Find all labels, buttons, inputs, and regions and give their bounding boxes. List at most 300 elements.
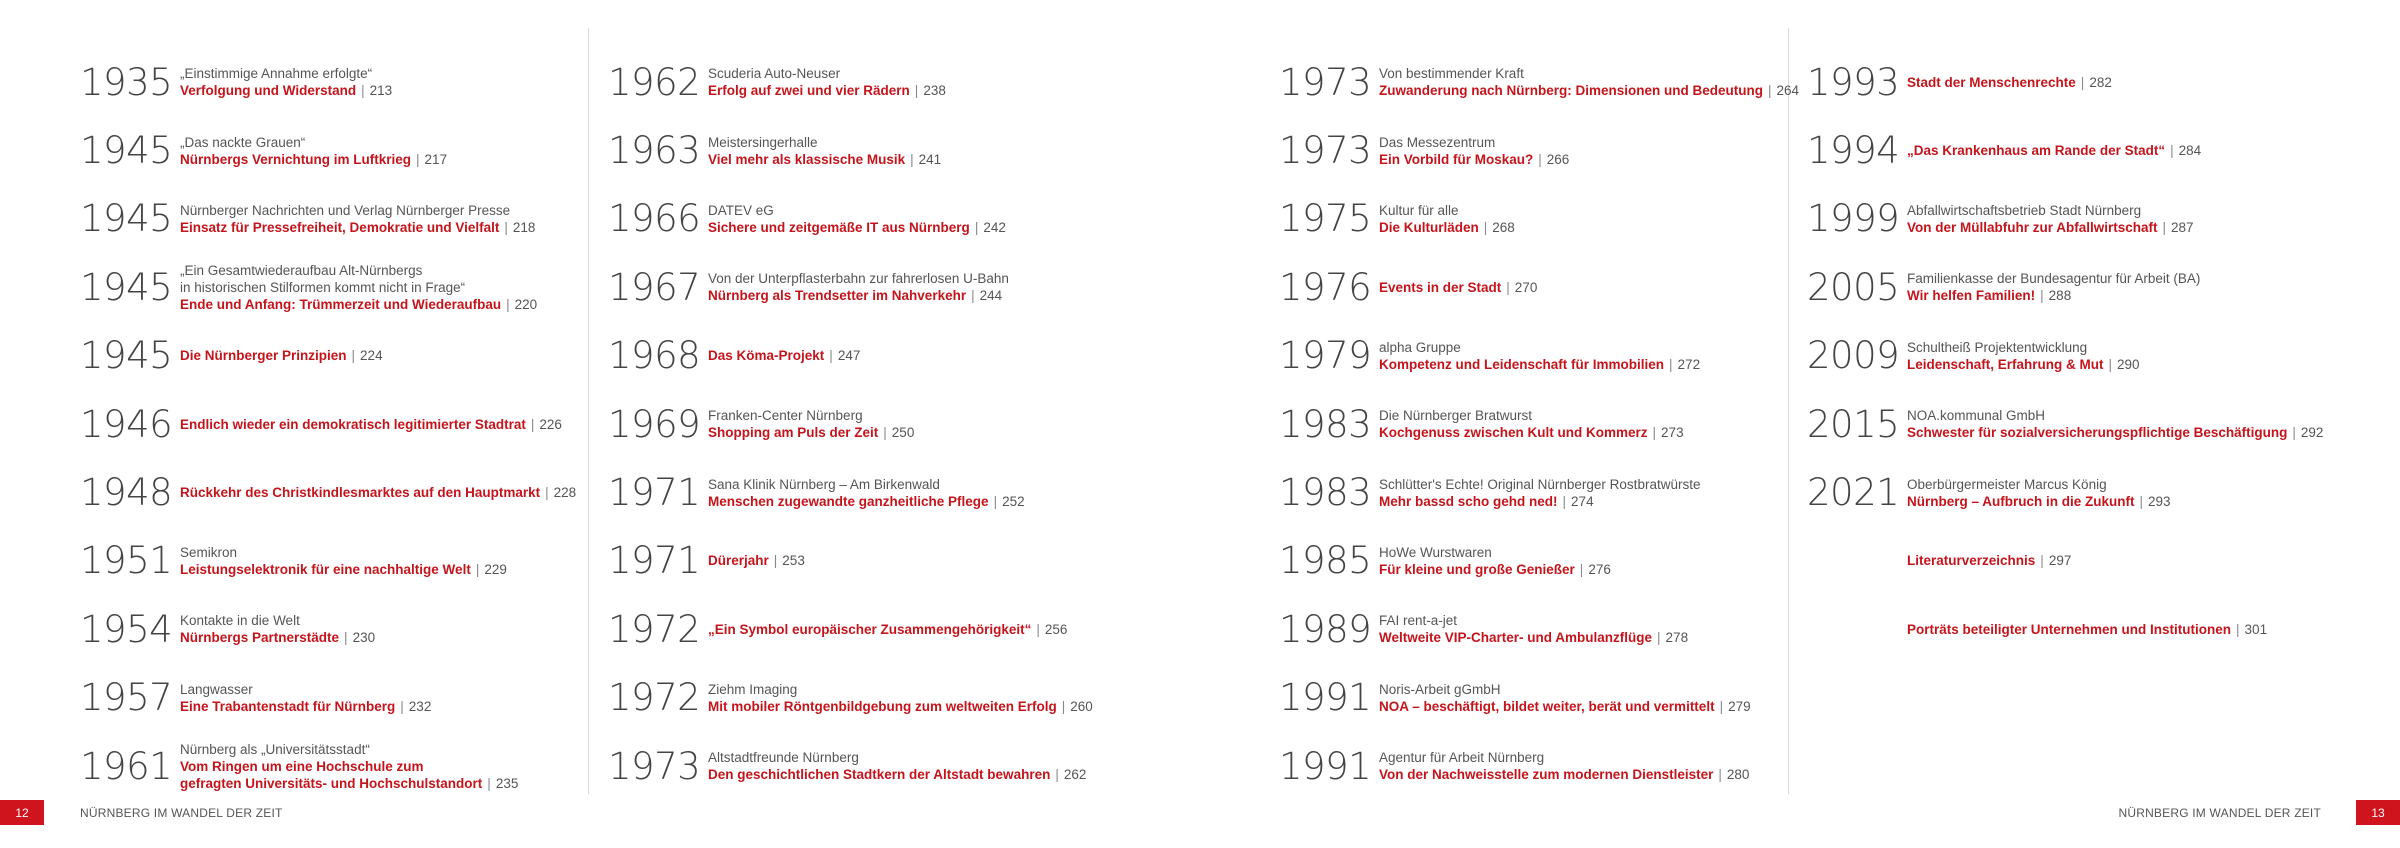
entry-title[interactable]: Events in der Stadt — [1379, 279, 1502, 295]
entry-year: 1985 — [1279, 539, 1372, 583]
entry-title-line — [1907, 356, 2140, 373]
toc-entry[interactable] — [80, 458, 576, 526]
entry-separator: | — [2040, 553, 2044, 569]
toc-entry[interactable] — [80, 732, 576, 800]
entry-title-line — [708, 424, 914, 441]
entry-page-number: 297 — [2048, 553, 2072, 569]
toc-entry[interactable] — [80, 664, 576, 732]
entry-year: 1983 — [1279, 471, 1372, 515]
toc-column-1 — [80, 48, 576, 800]
entry-subtitle: „Ein Gesamtwiederaufbau Alt-Nürnbergs in historischen Stilformen kommt nicht in Frage“ — [180, 262, 466, 295]
toc-entry[interactable] — [80, 116, 576, 184]
entry-page-number: 252 — [1002, 493, 1025, 509]
entry-year: 1954 — [80, 607, 173, 651]
toc-entry[interactable] — [1279, 390, 1799, 458]
entry-info — [180, 202, 535, 236]
entry-year: 1973 — [1279, 60, 1372, 104]
toc-entry[interactable] — [80, 527, 576, 595]
entry-title[interactable]: Ende und Anfang: Trümmerzeit und Wiederaufbau — [180, 296, 502, 312]
entry-title[interactable]: Nürnbergs Partnerstädte — [180, 630, 340, 646]
entry-page-number: 224 — [360, 348, 383, 364]
entry-title-line — [1379, 766, 1749, 783]
toc-entry[interactable] — [1807, 322, 2323, 390]
entry-title-line — [1907, 493, 2171, 510]
entry-year: 1989 — [1279, 607, 1372, 651]
entry-page-number: 274 — [1571, 493, 1594, 509]
entry-title[interactable]: Verfolgung und Widerstand — [180, 83, 357, 99]
entry-year: 2009 — [1807, 334, 1900, 378]
entry-separator: | — [2292, 425, 2296, 441]
entry-title[interactable]: Schwester für sozialversicherungspflichtige Beschäftigung — [1907, 425, 2288, 441]
entry-year: 1979 — [1279, 334, 1372, 378]
entry-title-line — [1907, 552, 2071, 569]
entry-year: 1993 — [1807, 60, 1900, 104]
entry-year: 1962 — [608, 60, 701, 104]
entry-title[interactable]: Die Kulturläden — [1379, 219, 1479, 235]
entry-info — [180, 262, 537, 313]
toc-entry[interactable] — [80, 185, 576, 253]
entry-subtitle: HoWe Wurstwaren — [1379, 544, 1492, 560]
entry-title-line — [180, 416, 562, 433]
toc-entry[interactable] — [1279, 595, 1799, 663]
entry-subtitle: Von bestimmender Kraft — [1379, 66, 1524, 82]
entry-title[interactable]: Einsatz für Pressefreiheit, Demokratie und Vielfalt — [180, 219, 500, 235]
entry-info — [708, 347, 860, 364]
entry-info — [180, 681, 431, 715]
entry-separator: | — [1719, 698, 1724, 714]
entry-title-line — [1379, 219, 1515, 236]
toc-column-3 — [1279, 48, 1799, 800]
entry-info — [708, 621, 1067, 638]
entry-info — [180, 741, 518, 792]
entry-title-line — [1379, 493, 1700, 510]
entry-title[interactable]: Nürnbergs Vernichtung im Luftkrieg — [180, 151, 412, 167]
entry-year: 1991 — [1279, 744, 1372, 788]
entry-separator: | — [829, 348, 833, 364]
entry-info — [1379, 681, 1751, 715]
entry-info — [1907, 142, 2201, 159]
entry-title[interactable]: Stadt der Menschenrechte — [1907, 74, 2076, 90]
entry-separator: | — [1657, 630, 1661, 646]
entry-info — [1907, 476, 2171, 510]
entry-title-line — [1379, 82, 1799, 99]
entry-separator: | — [1579, 561, 1584, 577]
entry-subtitle: „Das nackte Grauen“ — [180, 134, 306, 150]
entry-separator: | — [344, 630, 348, 646]
entry-title[interactable]: Porträts beteiligter Unternehmen und Institutionen — [1907, 621, 2232, 637]
entry-separator: | — [1669, 356, 1673, 372]
entry-title[interactable]: Leistungselektronik für eine nachhaltige Welt — [180, 561, 471, 577]
entry-title[interactable]: Vom Ringen um eine Hochschule zum gefragten Universitäts- und Hochschulstandort — [180, 758, 483, 791]
entry-year: 1972 — [608, 607, 701, 651]
entry-year: 1945 — [80, 265, 173, 309]
toc-entry[interactable] — [1279, 48, 1799, 116]
entry-title[interactable]: Kochgenuss zwischen Kult und Kommerz — [1379, 425, 1648, 441]
entry-title-line — [1907, 219, 2194, 236]
entry-title[interactable]: Für kleine und große Genießer — [1379, 561, 1575, 577]
entry-info — [1379, 65, 1799, 99]
entry-title[interactable]: Ein Vorbild für Moskau? — [1379, 151, 1534, 167]
entry-separator: | — [1652, 425, 1657, 441]
entry-separator: | — [974, 219, 979, 235]
entry-separator: | — [883, 425, 887, 441]
toc-entry[interactable] — [1807, 458, 2323, 526]
toc-entry[interactable] — [608, 253, 1093, 321]
entry-title[interactable]: Shopping am Puls der Zeit — [708, 425, 879, 441]
entry-subtitle: Oberbürgermeister Marcus König — [1907, 476, 2107, 492]
entry-year: 1983 — [1279, 402, 1372, 446]
entry-title-line — [1379, 279, 1537, 296]
entry-page-number: 262 — [1063, 767, 1087, 783]
entry-subtitle: Abfallwirtschaftsbetrieb Stadt Nürnberg — [1907, 202, 2142, 218]
entry-title[interactable]: „Ein Symbol europäischer Zusammengehörigkeit“ — [708, 621, 1032, 637]
entry-separator: | — [400, 698, 404, 714]
entry-separator: | — [1055, 767, 1059, 783]
entry-year: 1951 — [80, 539, 173, 583]
toc-entry[interactable] — [608, 732, 1093, 800]
toc-entry[interactable] — [608, 458, 1093, 526]
entry-title-line — [180, 219, 535, 236]
entry-year: 1968 — [608, 334, 701, 378]
column-divider-left — [588, 28, 589, 794]
entry-title[interactable]: Das Köma-Projekt — [708, 348, 825, 364]
entry-page-number: 273 — [1661, 425, 1684, 441]
entry-title-line — [708, 493, 1025, 510]
entry-page-number: 278 — [1665, 630, 1689, 646]
entry-info — [180, 416, 562, 433]
entry-page-number: 242 — [983, 219, 1006, 235]
entry-title[interactable]: NOA – beschäftigt, bildet weiter, berät und vermittelt — [1379, 698, 1715, 714]
toc-entry[interactable] — [608, 390, 1093, 458]
entry-subtitle: Semikron — [180, 544, 238, 560]
entry-title-line — [708, 347, 860, 364]
entry-year: 2005 — [1807, 265, 1900, 309]
toc-entry[interactable] — [1807, 527, 2323, 595]
entry-separator: | — [1718, 767, 1722, 783]
toc-entry[interactable] — [80, 48, 576, 116]
entry-separator: | — [506, 296, 510, 312]
entry-subtitle: Sana Klinik Nürnberg – Am Birkenwald — [708, 476, 940, 492]
toc-entry[interactable] — [1807, 116, 2323, 184]
entry-subtitle: Langwasser — [180, 681, 253, 697]
entry-page-number: 253 — [782, 553, 805, 569]
entry-subtitle: Agentur für Arbeit Nürnberg — [1379, 750, 1545, 766]
toc-entry[interactable] — [608, 527, 1093, 595]
toc-entry[interactable] — [1279, 458, 1799, 526]
entry-separator: | — [2040, 288, 2044, 304]
entry-year: 1991 — [1279, 676, 1372, 720]
entry-info — [180, 612, 375, 646]
entry-year: 1994 — [1807, 129, 1900, 173]
entry-separator: | — [2162, 219, 2167, 235]
entry-page-number: 241 — [918, 151, 942, 167]
entry-year: 1999 — [1807, 197, 1900, 241]
toc-column-4 — [1807, 48, 2323, 664]
entry-title-line — [180, 758, 518, 792]
entry-subtitle: Altstadtfreunde Nürnberg — [708, 750, 859, 766]
entry-page-number: 287 — [2171, 219, 2194, 235]
entry-info — [708, 749, 1086, 783]
entry-page-number: 280 — [1726, 767, 1750, 783]
entry-title-line — [180, 484, 576, 501]
entry-info — [1379, 134, 1569, 168]
entry-separator: | — [2108, 356, 2113, 372]
entry-title[interactable]: Von der Nachweisstelle zum modernen Dienstleister — [1379, 767, 1714, 783]
entry-separator: | — [2080, 74, 2085, 90]
entry-title[interactable]: Mehr bassd scho gehd ned! — [1379, 493, 1558, 509]
entry-page-number: 266 — [1546, 151, 1570, 167]
entry-page-number: 250 — [891, 425, 915, 441]
entry-title-line — [1907, 424, 2323, 441]
entry-page-number: 276 — [1588, 561, 1611, 577]
entry-title[interactable]: Mit mobiler Röntgenbildgebung zum weltweiten Erfolg — [708, 698, 1057, 714]
entry-page-number: 256 — [1044, 621, 1068, 637]
toc-entry[interactable] — [1279, 185, 1799, 253]
entry-page-number: 232 — [408, 698, 432, 714]
entry-year: 1972 — [608, 676, 701, 720]
entry-title-line — [180, 296, 537, 313]
entry-separator: | — [351, 348, 356, 364]
entry-subtitle: Kultur für alle — [1379, 202, 1459, 218]
entry-separator: | — [2170, 143, 2174, 159]
entry-year: 1935 — [80, 60, 173, 104]
running-footer-left: NÜRNBERG IM WANDEL DER ZEIT — [80, 806, 283, 820]
entry-title-line — [708, 621, 1067, 638]
toc-entry[interactable] — [608, 48, 1093, 116]
entry-separator: | — [2236, 621, 2240, 637]
entry-info — [708, 65, 946, 99]
running-footer-right: NÜRNBERG IM WANDEL DER ZEIT — [2118, 806, 2321, 820]
entry-year: 1966 — [608, 197, 701, 241]
entry-title[interactable]: Den geschichtlichen Stadtkern der Altstadt bewahren — [708, 767, 1051, 783]
entry-subtitle: alpha Gruppe — [1379, 339, 1461, 355]
entry-page-number: 213 — [369, 83, 393, 99]
entry-separator: | — [1061, 698, 1066, 714]
entry-year: 1973 — [1279, 129, 1372, 173]
entry-info — [1379, 476, 1700, 510]
entry-subtitle: Nürnberg als „Universitätsstadt“ — [180, 741, 370, 757]
entry-page-number: 288 — [2048, 288, 2072, 304]
page-number-left: 12 — [0, 800, 44, 825]
entry-title-line — [1907, 621, 2267, 638]
entry-separator: | — [1506, 279, 1510, 295]
entry-title-line — [708, 219, 1006, 236]
entry-separator: | — [914, 83, 919, 99]
entry-info — [1907, 339, 2140, 373]
toc-entry[interactable] — [608, 595, 1093, 663]
entry-subtitle: Schultheiß Projektentwicklung — [1907, 339, 2088, 355]
entry-title[interactable]: Rückkehr des Christkindlesmarktes auf den Hauptmarkt — [180, 485, 541, 501]
entry-title-line — [1379, 356, 1700, 373]
entry-info — [708, 134, 941, 168]
entry-year: 1971 — [608, 539, 701, 583]
entry-year: 1946 — [80, 402, 173, 446]
entry-title-line — [180, 698, 431, 715]
entry-separator: | — [1538, 151, 1542, 167]
toc-entry[interactable] — [1279, 322, 1799, 390]
entry-subtitle: Die Nürnberger Bratwurst — [1379, 408, 1533, 424]
entry-title-line — [1379, 561, 1611, 578]
entry-subtitle: „Einstimmige Annahme erfolgte“ — [180, 66, 373, 82]
toc-entry[interactable] — [1807, 185, 2323, 253]
toc-entry[interactable] — [608, 664, 1093, 732]
toc-entry[interactable] — [1279, 732, 1799, 800]
entry-page-number: 228 — [553, 485, 577, 501]
entry-title-line — [708, 766, 1086, 783]
toc-entry[interactable] — [80, 253, 576, 321]
entry-subtitle: Kontakte in die Welt — [180, 613, 300, 629]
entry-title-line — [1907, 74, 2112, 91]
entry-separator: | — [530, 416, 535, 432]
entry-year: 1961 — [80, 744, 173, 788]
toc-entry[interactable] — [608, 116, 1093, 184]
toc-column-2 — [608, 48, 1093, 800]
entry-title[interactable]: Erfolg auf zwei und vier Rädern — [708, 83, 910, 99]
entry-info — [1907, 407, 2323, 441]
entry-subtitle: Scuderia Auto-Neuser — [708, 66, 841, 82]
entry-page-number: 268 — [1492, 219, 1515, 235]
entry-title-line — [180, 629, 375, 646]
entry-year: 1973 — [608, 744, 701, 788]
entry-subtitle: Franken-Center Nürnberg — [708, 408, 863, 424]
toc-entry[interactable] — [1807, 390, 2323, 458]
entry-subtitle: FAI rent-a-jet — [1379, 613, 1458, 629]
entry-title[interactable]: Nürnberg – Aufbruch in die Zukunft — [1907, 493, 2135, 509]
entry-subtitle: Familienkasse der Bundesagentur für Arbeit (BA) — [1907, 271, 2201, 287]
entry-subtitle: Noris-Arbeit gGmbH — [1379, 681, 1501, 697]
entry-title[interactable]: Zuwanderung nach Nürnberg: Dimensionen und Bedeutung — [1379, 83, 1763, 99]
entry-title[interactable]: Menschen zugewandte ganzheitliche Pflege — [708, 493, 989, 509]
entry-title[interactable]: Kompetenz und Leidenschaft für Immobilien — [1379, 356, 1665, 372]
entry-page-number: 279 — [1728, 698, 1751, 714]
entry-title[interactable]: Sichere und zeitgemäße IT aus Nürnberg — [708, 219, 970, 235]
entry-info — [708, 476, 1025, 510]
entry-year: 1945 — [80, 197, 173, 241]
entry-page-number: 284 — [2178, 143, 2202, 159]
toc-entry[interactable] — [1279, 253, 1799, 321]
entry-separator: | — [1768, 83, 1772, 99]
entry-info — [1379, 612, 1688, 646]
entry-title-line — [180, 347, 383, 364]
entry-page-number: 290 — [2117, 356, 2140, 372]
entry-page-number: 226 — [539, 416, 562, 432]
entry-separator: | — [545, 485, 549, 501]
entry-subtitle: Nürnberger Nachrichten und Verlag Nürnberger Presse — [180, 202, 511, 218]
entry-info — [180, 134, 447, 168]
entry-info — [180, 65, 392, 99]
entry-title[interactable]: Endlich wieder ein demokratisch legitimierter Stadtrat — [180, 416, 526, 432]
entry-info — [180, 347, 383, 364]
entry-separator: | — [504, 219, 508, 235]
entry-info — [708, 552, 805, 569]
entry-subtitle: Von der Unterpflasterbahn zur fahrerlosen U-Bahn — [708, 271, 1009, 287]
entry-page-number: 264 — [1776, 83, 1800, 99]
entry-subtitle: Das Messezentrum — [1379, 134, 1496, 150]
entry-info — [180, 544, 507, 578]
entry-page-number: 301 — [2244, 621, 2268, 637]
entry-separator: | — [1562, 493, 1567, 509]
entry-title-line — [180, 151, 447, 168]
entry-year: 1957 — [80, 676, 173, 720]
entry-page-number: 293 — [2148, 493, 2171, 509]
entry-year: 1945 — [80, 129, 173, 173]
entry-subtitle: DATEV eG — [708, 202, 774, 218]
entry-separator: | — [487, 775, 491, 791]
entry-info — [1379, 407, 1684, 441]
entry-year: 1975 — [1279, 197, 1372, 241]
toc-entry[interactable] — [608, 322, 1093, 390]
entry-title[interactable]: Nürnberg als Trendsetter im Nahverkehr — [708, 288, 967, 304]
entry-separator: | — [2139, 493, 2144, 509]
toc-entry[interactable] — [1279, 116, 1799, 184]
toc-entry[interactable] — [1279, 664, 1799, 732]
entry-info — [1379, 279, 1537, 296]
toc-entry[interactable] — [1807, 253, 2323, 321]
toc-entry[interactable] — [1807, 595, 2323, 663]
toc-entry[interactable] — [80, 390, 576, 458]
entry-info — [1379, 749, 1749, 783]
entry-info — [1379, 339, 1700, 373]
toc-entry[interactable] — [1807, 48, 2323, 116]
entry-title[interactable]: „Das Krankenhaus am Rande der Stadt“ — [1907, 143, 2166, 159]
entry-info — [1907, 74, 2112, 91]
entry-page-number: 272 — [1677, 356, 1701, 372]
entry-title-line — [708, 552, 805, 569]
entry-info — [1907, 621, 2267, 638]
entry-title[interactable]: Die Nürnberger Prinzipien — [180, 348, 347, 364]
entry-info — [1907, 552, 2071, 569]
entry-separator: | — [416, 151, 420, 167]
entry-title[interactable]: Wir helfen Familien! — [1907, 288, 2036, 304]
entry-separator: | — [1036, 621, 1040, 637]
entry-year: 1971 — [608, 471, 701, 515]
entry-title[interactable]: Leidenschaft, Erfahrung & Mut — [1907, 356, 2104, 372]
entry-title-line — [1379, 698, 1751, 715]
entry-title-line — [708, 287, 1009, 304]
entry-separator: | — [361, 83, 365, 99]
entry-title[interactable]: Eine Trabantenstadt für Nürnberg — [180, 698, 396, 714]
entry-info — [1907, 270, 2200, 304]
entry-subtitle: Meistersingerhalle — [708, 134, 818, 150]
entry-info — [180, 484, 576, 501]
entry-title[interactable]: Viel mehr als klassische Musik — [708, 151, 906, 167]
entry-page-number: 230 — [352, 630, 376, 646]
entry-info — [708, 270, 1009, 304]
entry-page-number: 260 — [1070, 698, 1093, 714]
entry-title-line — [1907, 287, 2200, 304]
entry-title-line — [1907, 142, 2201, 159]
toc-entry[interactable] — [80, 595, 576, 663]
entry-year: 1948 — [80, 471, 173, 515]
entry-subtitle: Schlütter's Echte! Original Nürnberger Rostbratwürste — [1379, 476, 1701, 492]
entry-title-line — [708, 698, 1093, 715]
entry-page-number: 217 — [424, 151, 448, 167]
entry-separator: | — [1483, 219, 1488, 235]
entry-title[interactable]: Dürerjahr — [708, 553, 769, 569]
toc-entry[interactable] — [80, 322, 576, 390]
entry-title[interactable]: Literaturverzeichnis — [1907, 553, 2036, 569]
entry-title[interactable]: Von der Müllabfuhr zur Abfallwirtschaft — [1907, 219, 2158, 235]
entry-separator: | — [910, 151, 914, 167]
entry-title-line — [180, 82, 392, 99]
entry-page-number: 282 — [2089, 74, 2112, 90]
entry-title[interactable]: Weltweite VIP-Charter- und Ambulanzflüge — [1379, 630, 1653, 646]
toc-entry[interactable] — [608, 185, 1093, 253]
entry-year: 1967 — [608, 265, 701, 309]
entry-separator: | — [475, 561, 480, 577]
entry-title-line — [1379, 151, 1569, 168]
toc-entry[interactable] — [1279, 527, 1799, 595]
